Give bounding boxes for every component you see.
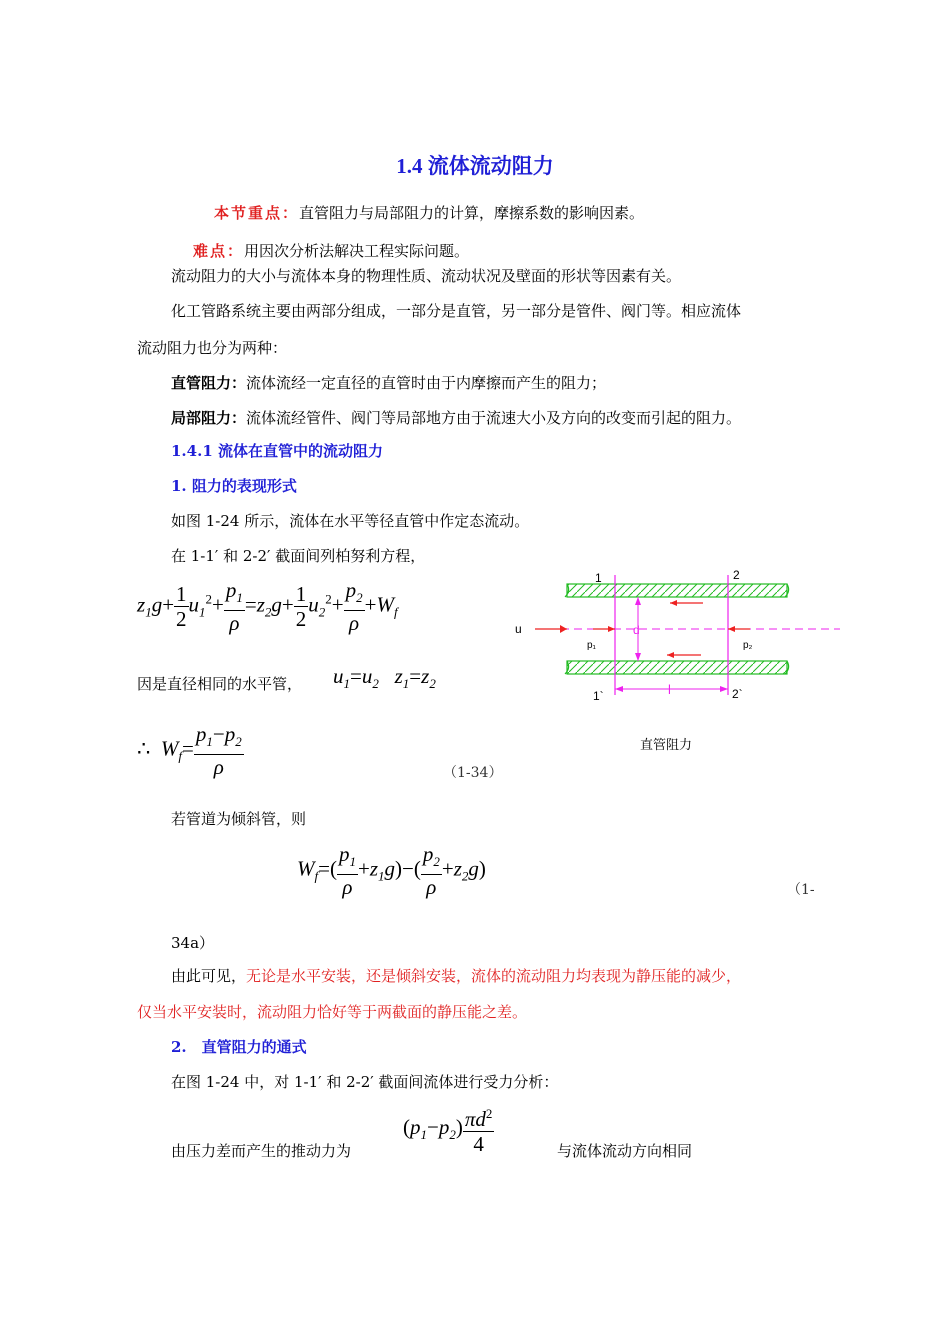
label-velocity: u xyxy=(515,622,522,636)
straight-pipe-diagram xyxy=(505,560,850,760)
paragraph-2-line-2: 流动阻力也分为两种： xyxy=(137,339,288,357)
key-points xyxy=(214,202,644,223)
pipe-bottom-wall xyxy=(567,661,787,674)
difficulty-text: 用因次分析法解决工程实际问题。 xyxy=(244,242,470,260)
straight-pipe-definition xyxy=(171,372,606,393)
therefore-symbol: ∴ xyxy=(137,736,151,761)
key-points-label: 本节重点： xyxy=(214,204,300,222)
force-direction-text: 与流体流动方向相同 xyxy=(557,1142,693,1160)
local-resistance-definition xyxy=(171,407,741,428)
local-resistance-label: 局部阻力： xyxy=(171,409,247,427)
friction-loss-equation: ∴ $W_f=$ $\frac{p_1-p_2}{\rho}$ xyxy=(137,722,242,780)
conclusion-highlight-2: 仅当水平安装时，流动阻力恰好等于两截面的静压能之差。 xyxy=(137,1003,528,1021)
inlet-arrow-icon xyxy=(560,625,567,633)
page-title: 1.4 流体流动阻力 xyxy=(396,154,554,178)
conclusion-line-1 xyxy=(171,965,741,986)
key-points-text: 直管阻力与局部阻力的计算，摩擦系数的影响因素。 xyxy=(299,204,645,222)
paragraph-2-line-1: 化工管路系统主要由两部分组成，一部分是直管，另一部分是管件、阀门等。相应流体 xyxy=(171,302,742,320)
label-section-1-prime: 1` xyxy=(593,689,604,703)
label-length: l xyxy=(668,682,671,697)
subsection-heading-1: 1. 阻力的表现形式 xyxy=(171,477,297,495)
straight-pipe-label: 直管阻力： xyxy=(171,374,247,392)
label-diameter: d xyxy=(633,623,640,637)
pressure-arrow-1-icon xyxy=(608,626,615,632)
shear-arrow-bottom-icon xyxy=(667,652,674,658)
diagram-caption: 直管阻力 xyxy=(640,737,693,752)
driving-force-equation: $(p_1-p_2)$ $\frac{\pi d^2}{4}$ xyxy=(403,1102,494,1156)
difficulty xyxy=(193,240,469,261)
local-resistance-text: 流体流经管件、阀门等局部地方由于流速大小及方向的改变而引起的阻力。 xyxy=(246,409,742,427)
equation-number-1-34a-part1: （1- xyxy=(787,882,815,898)
driving-force-text: 由压力差而产生的推动力为 xyxy=(171,1142,352,1160)
label-section-2: 2 xyxy=(733,568,740,582)
label-section-2-prime: 2` xyxy=(732,687,743,701)
straight-pipe-text: 流体流经一定直径的直管时由于内摩擦而产生的阻力； xyxy=(246,374,607,392)
inclined-friction-equation: $W_f=$( $\frac{p_1}{\rho}$ $+z_1g)-$( $\frac{p_2}{\rho}$ $+z_2g$) xyxy=(297,842,486,900)
velocity-height-equality: $u_1=u_2$ $z_1=z_2$ xyxy=(333,664,436,692)
same-diameter-note: 因是直径相同的水平管， xyxy=(137,675,303,693)
label-p1: p₁ xyxy=(587,640,596,651)
figure-intro: 如图 1-24 所示，流体在水平等径直管中作定态流动。 xyxy=(171,512,530,530)
difficulty-label: 难点： xyxy=(193,242,245,260)
equation-number-1-34a-part2: 34a） xyxy=(171,934,215,952)
conclusion-prefix: 由此可见， xyxy=(171,967,247,985)
pipe-top-wall xyxy=(567,584,787,597)
equation-number-1-34: （1-34） xyxy=(443,765,503,781)
bernoulli-equation: $z_1g+$ $\frac{1}{2}$ $u_1^2+$ $\frac{p_1}{\rho}$ $=z_2g+$ $\frac{1}{2}$ $u_2^2+$ $\frac{p_2}{\rho}$ $+W_f$ xyxy=(137,578,398,636)
conclusion-highlight-1: 无论是水平安装，还是倾斜安装，流体的流动阻力均表现为静压能的减少， xyxy=(246,967,742,985)
subsection-heading-2: 2. 直管阻力的通式 xyxy=(171,1038,307,1056)
label-p2: p₂ xyxy=(743,640,753,651)
inclined-pipe-intro: 若管道为倾斜管，则 xyxy=(171,810,307,828)
force-analysis-intro: 在图 1-24 中，对 1-1′ 和 2-2′ 截面间流体进行受力分析： xyxy=(171,1073,559,1091)
shear-arrow-top-icon xyxy=(670,600,677,606)
label-section-1: 1 xyxy=(595,571,602,585)
paragraph-1: 流动阻力的大小与流体本身的物理性质、流动状况及壁面的形状等因素有关。 xyxy=(171,267,682,285)
bernoulli-intro: 在 1-1′ 和 2-2′ 截面间列柏努利方程， xyxy=(171,547,426,565)
pressure-arrow-2-icon xyxy=(728,626,735,632)
section-heading-1-4-1: 1.4.1 流体在直管中的流动阻力 xyxy=(171,442,383,460)
